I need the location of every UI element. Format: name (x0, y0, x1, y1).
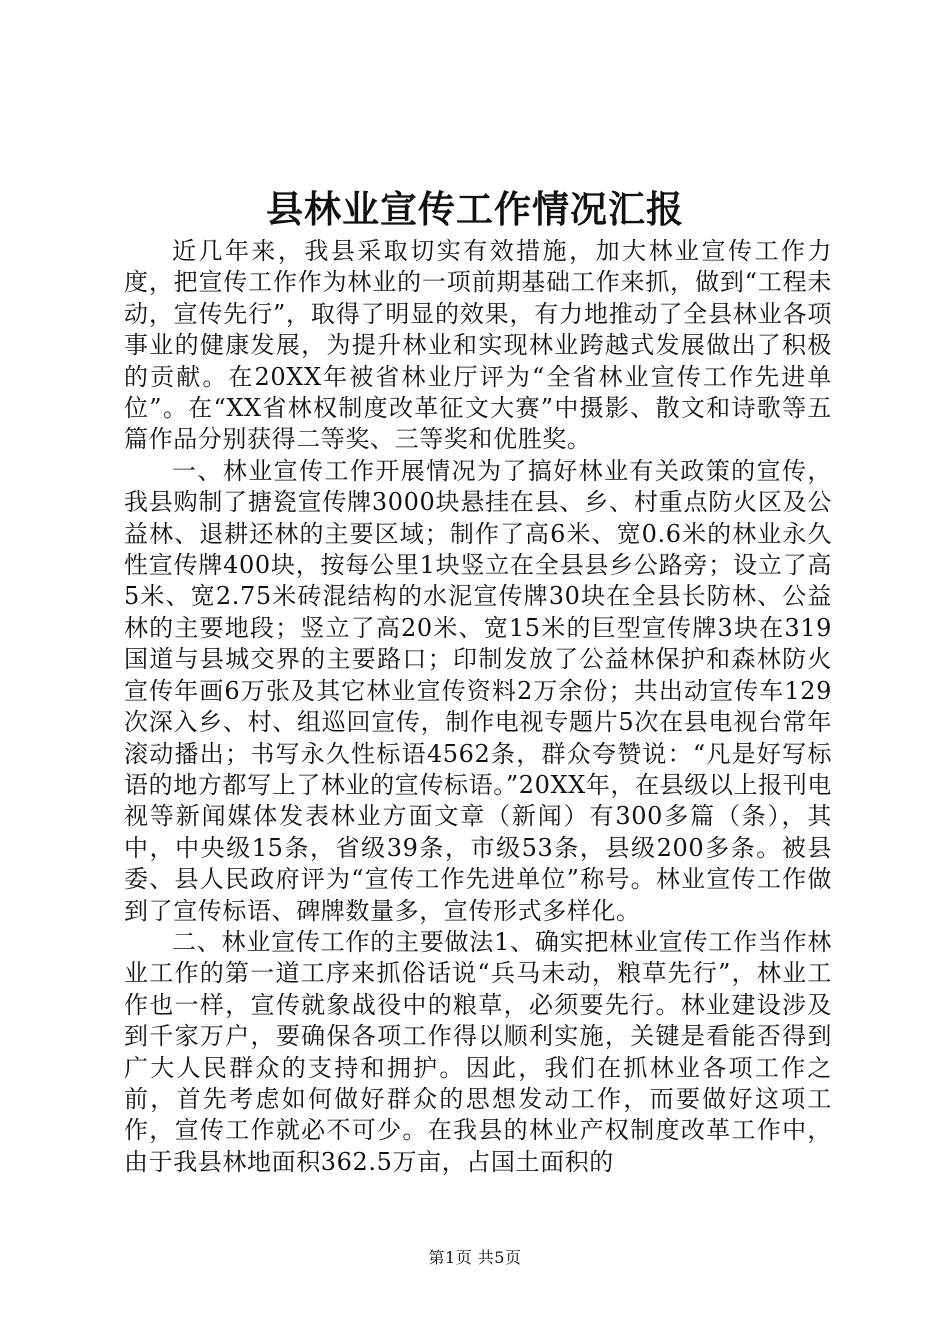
paragraph-section-two: 二、林业宣传工作的主要做法1、确实把林业宣传工作当作林业工作的第一道工序来抓俗话说“兵马未动，粮草先行”，林业工作也一样，宣传就象战役中的粮草，必须要先行。林业建设涉及到千家万户，要确保各项工作得以顺利实施，关键是看能否得到广大人民群众的支持和拥护。因此，我们在抓林业各项工作之前，首先考虑如何做好群众的思想发动工作，而要做好这项工作，宣传工作就必不可少。在我县的林业产权制度改革工作中，由于我县林地面积362.5万亩，占国土面积的 (124, 927, 832, 1176)
document-body (124, 236, 832, 1178)
document-title: 县林业宣传工作情况汇报 (266, 187, 684, 231)
page-footer: 第1页 共5页 (428, 1248, 522, 1267)
paragraph-section-one: 一、林业宣传工作开展情况为了搞好林业有关政策的宣传，我县购制了搪瓷宣传牌3000块悬挂在县、乡、村重点防火区及公益林、退耕还林的主要区域；制作了高6米、宽0.6米的林业永久性宣传牌400块，按每公里1块竖立在全县县乡公路旁；设立了高5米、宽2.75米砖混结构的水泥宣传牌30块在全县长防林、公益林的主要地段；竖立了高20米、宽15米的巨型宣传牌3块在319国道与县城交界的主要路口；印制发放了公益林保护和森林防火宣传年画6万张及其它林业宣传资料2万余份；共出动宣传车129次深入乡、村、组巡回宣传，制作电视专题片5次在县电视台常年滚动播出；书写永久性标语4562条，群众夸赞说：“凡是好写标语的地方都写上了林业的宣传标语。”20XX年，在县级以上报刊电视等新闻媒体发表林业方面文章（新闻）有300多篇（条），其中，中央级15条，省级39条，市级53条，县级200多条。被县委、县人民政府评为“宣传工作先进单位”称号。林业宣传工作做到了宣传标语、碑牌数量多，宣传形式多样化。 (124, 456, 832, 925)
paragraph-intro: 近几年来，我县采取切实有效措施，加大林业宣传工作力度，把宣传工作作为林业的一项前期基础工作来抓，做到“工程未动，宣传先行”，取得了明显的效果，有力地推动了全县林业各项事业的健康发展，为提升林业和实现林业跨越式发展做出了积极的贡献。在20XX年被省林业厅评为“全省林业宣传工作先进单位”。在“XX省林权制度改革征文大赛”中摄影、散文和诗歌等五篇作品分别获得二等奖、三等奖和优胜奖。 (124, 237, 832, 454)
